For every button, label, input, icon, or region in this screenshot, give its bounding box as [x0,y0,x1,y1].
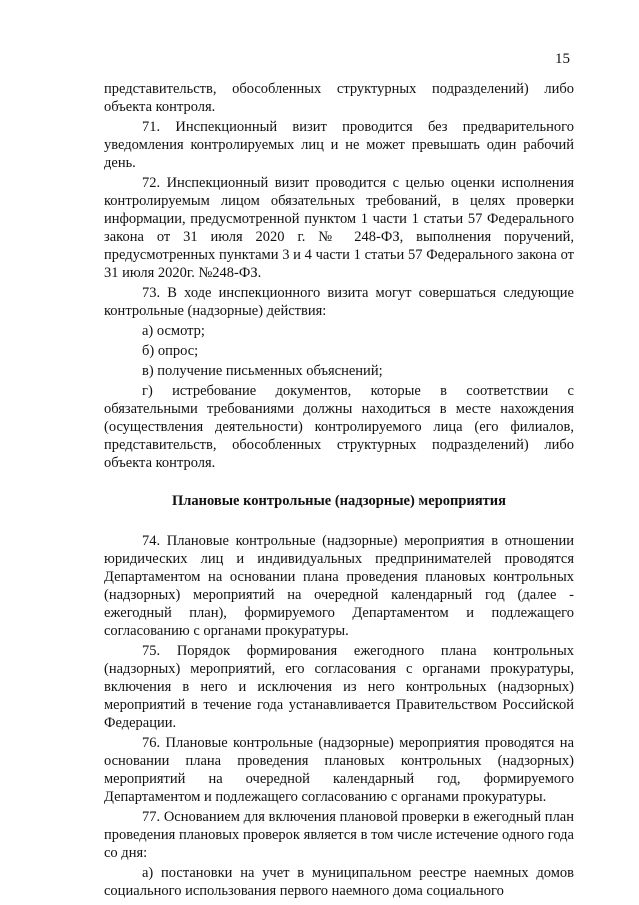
paragraph-73: 73. В ходе инспекционного визита могут совершаться следующие контрольные (надзорные) действия: [104,285,574,319]
paragraph-77: 77. Основанием для включения плановой проверки в ежегодный план проведения плановых проверок является в том числе истечение одного года со дня: [104,809,574,861]
page-number: 15 [555,51,570,67]
paragraph-76: 76. Плановые контрольные (надзорные) мероприятия проводятся на основании плана проведения плановых контрольных (надзорных) мероприятий на очередной календарный год, формируемого Департаментом и подлежащего согласованию с органами прокуратуры. [104,735,574,805]
document-body [104,80,574,900]
list-item-a-77: а) постановки на учет в муниципальном реестре наемных домов социального использования первого наемного дома социального [104,865,574,899]
list-item-v: в) получение письменных объяснений; [142,363,383,379]
list-item-a: а) осмотр; [142,323,205,339]
list-item-g: г) истребование документов, которые в соответствии с обязательными требованиями должны находиться в месте нахождения (осуществления деятельности) контролируемого лица (его филиалов, представительств, обособленных структурных подразделений) либо объекта контроля. [104,383,574,471]
section-heading: Плановые контрольные (надзорные) мероприятия [172,493,506,509]
paragraph-74: 74. Плановые контрольные (надзорные) мероприятия в отношении юридических лиц и индивидуальных предпринимателей проводятся Департаментом на основании плана проведения плановых контрольных (надзорных) мероприятий на очередной календарный год (далее - ежегодный план), формируемого Департаментом и подлежащего согласованию с органами прокуратуры. [104,533,574,639]
paragraph-71: 71. Инспекционный визит проводится без предварительного уведомления контролируемых лиц и не может превышать один рабочий день. [104,119,574,171]
paragraph-75: 75. Порядок формирования ежегодного плана контрольных (надзорных) мероприятий, его согласования с органами прокуратуры, включения в него и исключения из него контрольных (надзорных) мероприятий в течение года устанавливается Правительством Российской Федерации. [104,643,574,731]
list-item-b: б) опрос; [142,343,199,359]
paragraph-72: 72. Инспекционный визит проводится с целью оценки исполнения контролируемым лицом обязательных требований, в целях проверки информации, предусмотренной пунктом 1 части 1 статьи 57 Федерального закона от 31 июля 2020 г. № 248-ФЗ, выполнения поручений, предусмотренных пунктами 3 и 4 части 1 статьи 57 Федерального закона от 31 июля 2020г. №248-ФЗ. [104,175,574,281]
paragraph-continuation: представительств, обособленных структурных подразделений) либо объекта контроля. [104,81,574,115]
